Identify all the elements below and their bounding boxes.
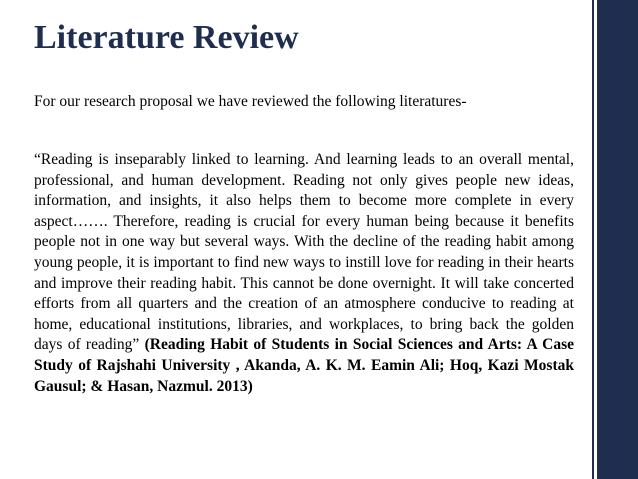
accent-line	[592, 0, 594, 479]
accent-band	[597, 0, 638, 479]
quote-text: “Reading is inseparably linked to learning. And learning leads to an overall mental, professional, and human development. Reading not only gives people new ideas, information, and insights, it also helps them to become more complete in every aspect……. Therefore, reading is crucial for every human being because it benefits people not in one way but several ways. With the decline of the reading habit among young people, it is important to find new ways to instill love for reading in their hearts and improve their reading habit. This cannot be done overnight. It will take concerted efforts from all quarters and the creation of an atmosphere conducive to reading at home, educational institutions, libraries, and workplaces, to bring back the golden days of reading”	[34, 151, 574, 354]
quote-paragraph	[34, 150, 574, 397]
citation: (Reading Habit of Students in Social Sciences and Arts: A Case Study of Rajshahi University , Akanda, A. K. M. Eamin Ali; Hoq, Kazi Mostak Gausul; & Hasan, Nazmul. 2013)	[34, 336, 574, 395]
intro-text: For our research proposal we have reviewed the following literatures-	[34, 93, 467, 110]
slide-title: Literature Review	[34, 19, 299, 56]
